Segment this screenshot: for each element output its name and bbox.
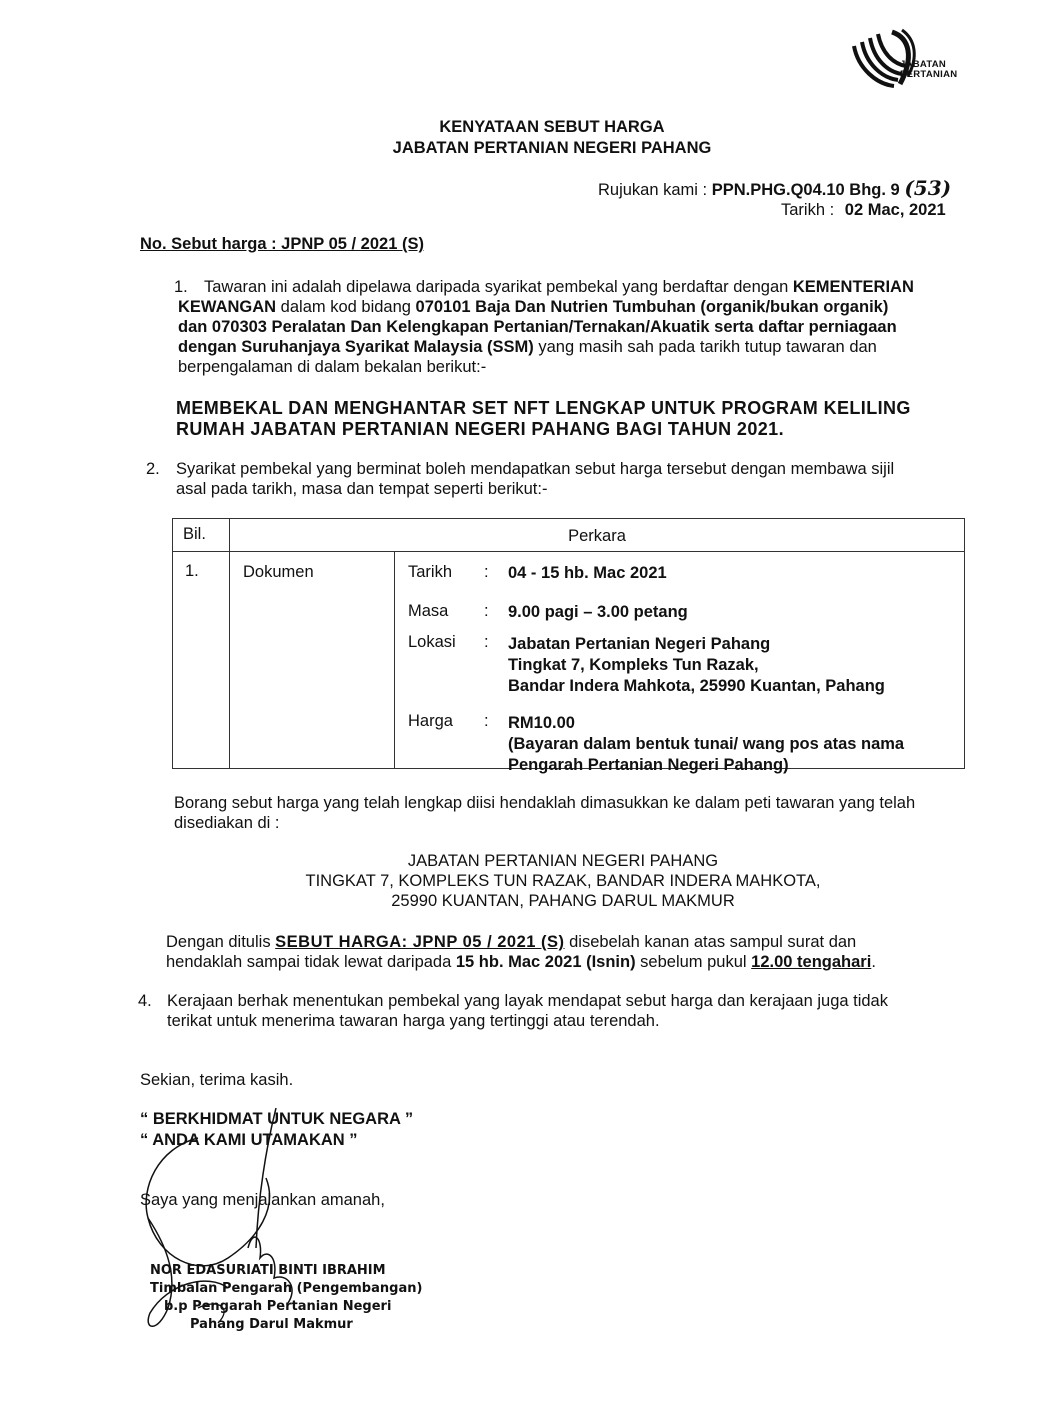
- paragraph-1-number: 1.: [174, 278, 188, 296]
- official-stamp: [150, 1262, 422, 1334]
- paragraph-4-number: 4.: [138, 992, 152, 1010]
- paragraph-2-number: 2.: [146, 460, 160, 478]
- address-line3: 25990 KUANTAN, PAHANG DARUL MAKMUR: [391, 892, 735, 910]
- dengan-line2-text: hendaklah sampai tidak lewat daripada: [166, 953, 456, 971]
- row-item: Dokumen: [243, 563, 314, 581]
- date-label: Tarikh :: [781, 201, 835, 219]
- dengan-line2-end: .: [871, 953, 876, 971]
- closing-date: 15 hb. Mac 2021 (Isnin): [455, 953, 636, 971]
- row-number: 1.: [173, 552, 230, 769]
- lokasi-line2: Tingkat 7, Kompleks Tun Razak,: [508, 656, 759, 674]
- stamp-name: NOR EDASURIATI BINTI IBRAHIM: [150, 1263, 386, 1278]
- p1-line1-bold: KEMENTERIAN: [792, 278, 914, 296]
- lokasi-label: Lokasi: [408, 633, 456, 651]
- reference-label: Rujukan kami :: [598, 181, 708, 199]
- p1-line2-text: dalam kod bidang: [276, 298, 416, 316]
- date-value: 02 Mac, 2021: [844, 201, 946, 219]
- quotation-number: No. Sebut harga : JPNP 05 / 2021 (S): [140, 235, 424, 253]
- department-title: JABATAN PERTANIAN NEGERI PAHANG: [392, 139, 712, 157]
- motto-line1: “ BERKHIDMAT UNTUK NEGARA ”: [140, 1110, 414, 1128]
- table-row: [173, 552, 965, 769]
- lokasi-value: [508, 634, 885, 697]
- dengan-line2-mid: sebelum pukul: [635, 953, 752, 971]
- harga-note-line1: (Bayaran dalam bentuk tunai/ wang pos atas nama: [508, 735, 905, 753]
- address-line2: TINGKAT 7, KOMPLEKS TUN RAZAK, BANDAR INDERA MAHKOTA,: [305, 872, 821, 890]
- collection-details-table: [172, 518, 965, 774]
- stamp-state: Pahang Darul Makmur: [190, 1317, 353, 1332]
- masa-colon: :: [484, 602, 489, 620]
- lokasi-line3: Bandar Indera Mahkota, 25990 Kuantan, Pahang: [508, 677, 885, 695]
- tarikh-colon: :: [484, 563, 489, 581]
- harga-amount: RM10.00: [508, 714, 575, 732]
- p2-line1: Syarikat pembekal yang berminat boleh mendapatkan sebut harga tersebut dengan membawa sijil: [176, 460, 895, 478]
- p1-line4-text: yang masih sah pada tarikh tutup tawaran dan: [533, 338, 877, 356]
- stamp-bp-line: b.p Pengarah Pertanian Negeri: [164, 1299, 392, 1314]
- table-header-row: [173, 519, 965, 552]
- row-details: [230, 552, 965, 774]
- dengan-line1-text: Dengan ditulis: [166, 933, 276, 951]
- header-perkara: Perkara: [230, 519, 965, 552]
- lokasi-colon: :: [484, 633, 489, 651]
- borang-line2: disediakan di :: [174, 814, 280, 832]
- p4-line2: terikat untuk menerima tawaran harga yang tertinggi atau terendah.: [167, 1012, 660, 1030]
- reference-line: [598, 176, 951, 200]
- tarikh-value: 04 - 15 hb. Mac 2021: [508, 564, 667, 582]
- p1-line4-bold: dengan Suruhanjaya Syarikat Malaysia (SSM): [178, 338, 534, 356]
- document-title: KENYATAAN SEBUT HARGA: [439, 118, 665, 136]
- lokasi-line1: Jabatan Pertanian Negeri Pahang: [508, 635, 771, 653]
- signoff-line: Saya yang menjalankan amanah,: [140, 1191, 385, 1209]
- borang-line1: Borang sebut harga yang telah lengkap diisi hendaklah dimasukkan ke dalam peti tawaran yang telah: [174, 794, 916, 812]
- tarikh-label: Tarikh: [408, 563, 453, 581]
- submission-instruction: [174, 793, 974, 833]
- envelope-instruction: [166, 932, 966, 972]
- project-title-line2: RUMAH JABATAN PERTANIAN NEGERI PAHANG BAGI TAHUN 2021.: [176, 419, 784, 439]
- logo-text: [900, 60, 957, 80]
- logo-line-1: JABATAN: [900, 59, 947, 70]
- p4-line1: Kerajaan berhak menentukan pembekal yang layak mendapat sebut harga dan kerajaan juga tidak: [167, 992, 888, 1010]
- p1-line3: dan 070303 Peralatan Dan Kelengkapan Pertanian/Ternakan/Akuatik serta daftar perniagaan: [178, 318, 897, 336]
- header-bil: Bil.: [173, 519, 230, 552]
- p1-line2-bold: KEWANGAN: [178, 298, 277, 316]
- project-title: [176, 398, 911, 440]
- p1-line5: berpengalaman di dalam bekalan berikut:-: [178, 358, 487, 376]
- address-line1: JABATAN PERTANIAN NEGERI PAHANG: [407, 852, 719, 870]
- paragraph-4: [138, 991, 968, 1031]
- dengan-line1-end: disebelah kanan atas sampul surat dan: [564, 933, 857, 951]
- harga-note-line2: Pengarah Pertanian Negeri Pahang): [508, 756, 789, 774]
- date-line: [781, 201, 946, 220]
- motto-line2: “ ANDA KAMI UTAMAKAN ”: [140, 1131, 358, 1149]
- tender-box-address: [0, 851, 1056, 911]
- dengan-quotation-ref: SEBUT HARGA: JPNP 05 / 2021 (S): [275, 933, 565, 951]
- harga-label: Harga: [408, 712, 453, 730]
- project-title-line1: MEMBEKAL DAN MENGHANTAR SET NFT LENGKAP UNTUK PROGRAM KELILING: [176, 398, 911, 418]
- reference-value: PPN.PHG.Q04.10 Bhg. 9: [711, 181, 900, 199]
- harga-value: [508, 713, 904, 776]
- p1-line1-text: Tawaran ini adalah dipelawa daripada syarikat pembekal yang berdaftar dengan: [204, 278, 793, 296]
- paragraph-1: [174, 277, 964, 377]
- logo-line-2: PERTANIAN: [900, 69, 958, 80]
- closing-time: 12.00 tengahari: [751, 953, 872, 971]
- harga-colon: :: [484, 712, 489, 730]
- p1-line2-code: 070101 Baja Dan Nutrien Tumbuhan (organik/bukan organik): [415, 298, 889, 316]
- stamp-position: Timbalan Pengarah (Pengembangan): [150, 1281, 423, 1296]
- masa-label: Masa: [408, 602, 449, 620]
- paragraph-2: [146, 459, 966, 499]
- p2-line2: asal pada tarikh, masa dan tempat seperti berikut:-: [176, 480, 548, 498]
- jabatan-pertanian-logo: [848, 28, 968, 90]
- closing-greeting: Sekian, terima kasih.: [140, 1071, 294, 1089]
- masa-value: 9.00 pagi – 3.00 petang: [508, 603, 688, 621]
- reference-handwritten: (53): [904, 176, 952, 200]
